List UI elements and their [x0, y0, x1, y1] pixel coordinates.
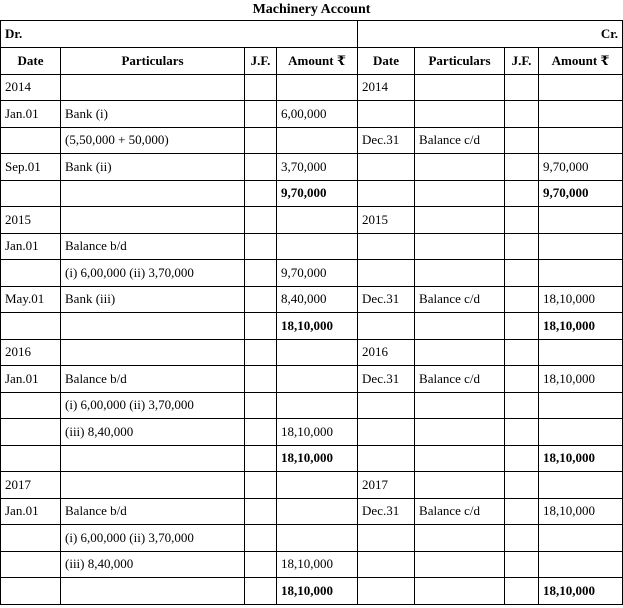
cell-jf-cr — [505, 286, 539, 313]
cell-particulars-cr — [415, 525, 505, 552]
cell-date-dr — [1, 392, 61, 419]
cell-jf-cr — [505, 101, 539, 128]
cell-particulars-dr — [61, 339, 245, 366]
credit-side-label: Cr. — [358, 21, 623, 48]
cell-amount-dr: 3,70,000 — [277, 154, 358, 181]
cell-jf-cr — [505, 233, 539, 260]
cell-date-cr — [358, 392, 415, 419]
cell-date-dr — [1, 551, 61, 578]
cell-jf-dr — [245, 101, 277, 128]
dr-cr-row — [1, 21, 623, 48]
table-row — [1, 207, 623, 234]
cell-date-dr — [1, 445, 61, 472]
cell-jf-dr — [245, 207, 277, 234]
cell-date-cr: 2017 — [358, 472, 415, 499]
header-particulars-dr: Particulars — [61, 48, 245, 75]
cell-particulars-cr — [415, 419, 505, 446]
header-jf-cr: J.F. — [505, 48, 539, 75]
cell-amount-cr: 9,70,000 — [539, 180, 623, 207]
table-row — [1, 233, 623, 260]
cell-date-cr: Dec.31 — [358, 498, 415, 525]
header-amount-dr: Amount ₹ — [277, 48, 358, 75]
cell-jf-cr — [505, 127, 539, 154]
cell-particulars-dr — [61, 180, 245, 207]
table-row — [1, 286, 623, 313]
cell-particulars-cr — [415, 74, 505, 101]
cell-date-dr: 2016 — [1, 339, 61, 366]
cell-particulars-dr: (iii) 8,40,000 — [61, 551, 245, 578]
cell-date-dr — [1, 578, 61, 605]
cell-jf-cr — [505, 74, 539, 101]
cell-amount-dr: 8,40,000 — [277, 286, 358, 313]
cell-date-cr — [358, 101, 415, 128]
cell-date-dr: Jan.01 — [1, 366, 61, 393]
total-row — [1, 313, 623, 340]
cell-date-cr — [358, 260, 415, 287]
table-row — [1, 551, 623, 578]
total-row — [1, 180, 623, 207]
table-row — [1, 366, 623, 393]
cell-jf-cr — [505, 498, 539, 525]
cell-jf-cr — [505, 180, 539, 207]
cell-amount-dr — [277, 472, 358, 499]
cell-jf-dr — [245, 472, 277, 499]
cell-date-dr: Jan.01 — [1, 498, 61, 525]
cell-jf-dr — [245, 551, 277, 578]
cell-date-cr — [358, 445, 415, 472]
total-row — [1, 445, 623, 472]
table-row — [1, 525, 623, 552]
cell-jf-dr — [245, 154, 277, 181]
cell-date-cr: Dec.31 — [358, 286, 415, 313]
cell-jf-dr — [245, 366, 277, 393]
cell-particulars-dr: (5,50,000 + 50,000) — [61, 127, 245, 154]
cell-particulars-cr — [415, 154, 505, 181]
cell-jf-cr — [505, 445, 539, 472]
cell-jf-dr — [245, 260, 277, 287]
cell-jf-cr — [505, 313, 539, 340]
cell-amount-cr: 9,70,000 — [539, 154, 623, 181]
cell-jf-dr — [245, 286, 277, 313]
cell-date-dr — [1, 313, 61, 340]
cell-particulars-dr: Bank (i) — [61, 101, 245, 128]
cell-particulars-cr — [415, 313, 505, 340]
cell-date-cr — [358, 578, 415, 605]
cell-amount-cr — [539, 339, 623, 366]
cell-amount-dr — [277, 525, 358, 552]
cell-jf-dr — [245, 498, 277, 525]
cell-amount-dr: 18,10,000 — [277, 445, 358, 472]
cell-particulars-cr — [415, 101, 505, 128]
cell-date-cr: Dec.31 — [358, 127, 415, 154]
cell-amount-dr — [277, 233, 358, 260]
cell-particulars-cr — [415, 445, 505, 472]
table-row — [1, 392, 623, 419]
table-row — [1, 154, 623, 181]
cell-particulars-cr — [415, 551, 505, 578]
cell-amount-dr: 9,70,000 — [277, 180, 358, 207]
cell-amount-dr: 18,10,000 — [277, 419, 358, 446]
table-row — [1, 419, 623, 446]
cell-particulars-cr: Balance c/d — [415, 127, 505, 154]
cell-date-cr — [358, 551, 415, 578]
cell-date-cr: 2015 — [358, 207, 415, 234]
cell-jf-cr — [505, 260, 539, 287]
cell-jf-cr — [505, 366, 539, 393]
cell-amount-dr — [277, 127, 358, 154]
cell-date-dr: Jan.01 — [1, 101, 61, 128]
cell-amount-dr: 9,70,000 — [277, 260, 358, 287]
header-particulars-cr: Particulars — [415, 48, 505, 75]
table-row — [1, 498, 623, 525]
cell-amount-cr — [539, 101, 623, 128]
cell-amount-dr — [277, 339, 358, 366]
cell-amount-dr: 18,10,000 — [277, 551, 358, 578]
cell-particulars-dr: Balance b/d — [61, 366, 245, 393]
cell-jf-dr — [245, 127, 277, 154]
table-row — [1, 74, 623, 101]
cell-amount-dr — [277, 207, 358, 234]
cell-particulars-cr — [415, 578, 505, 605]
cell-amount-cr — [539, 233, 623, 260]
cell-particulars-dr: (i) 6,00,000 (ii) 3,70,000 — [61, 260, 245, 287]
cell-amount-cr: 18,10,000 — [539, 366, 623, 393]
header-jf-dr: J.F. — [245, 48, 277, 75]
cell-particulars-dr: Balance b/d — [61, 498, 245, 525]
cell-jf-dr — [245, 74, 277, 101]
header-amount-cr: Amount ₹ — [539, 48, 623, 75]
cell-date-cr — [358, 419, 415, 446]
cell-date-cr — [358, 233, 415, 260]
cell-particulars-dr: (i) 6,00,000 (ii) 3,70,000 — [61, 392, 245, 419]
cell-amount-cr: 18,10,000 — [539, 498, 623, 525]
cell-jf-dr — [245, 313, 277, 340]
cell-particulars-cr — [415, 180, 505, 207]
cell-amount-dr: 18,10,000 — [277, 313, 358, 340]
cell-jf-dr — [245, 578, 277, 605]
cell-amount-cr — [539, 472, 623, 499]
cell-jf-cr — [505, 154, 539, 181]
cell-particulars-cr: Balance c/d — [415, 366, 505, 393]
cell-amount-cr — [539, 525, 623, 552]
cell-particulars-dr — [61, 313, 245, 340]
cell-date-dr: Sep.01 — [1, 154, 61, 181]
cell-particulars-dr — [61, 207, 245, 234]
cell-date-dr: May.01 — [1, 286, 61, 313]
cell-date-dr — [1, 419, 61, 446]
cell-particulars-dr — [61, 74, 245, 101]
cell-amount-cr — [539, 551, 623, 578]
cell-particulars-dr — [61, 445, 245, 472]
cell-amount-dr — [277, 498, 358, 525]
cell-jf-cr — [505, 578, 539, 605]
cell-particulars-dr — [61, 578, 245, 605]
cell-amount-cr — [539, 127, 623, 154]
table-row — [1, 101, 623, 128]
cell-date-dr — [1, 180, 61, 207]
cell-particulars-cr — [415, 233, 505, 260]
cell-particulars-cr — [415, 472, 505, 499]
cell-jf-cr — [505, 207, 539, 234]
table-row — [1, 339, 623, 366]
cell-particulars-dr — [61, 472, 245, 499]
cell-date-cr: Dec.31 — [358, 366, 415, 393]
cell-amount-dr — [277, 392, 358, 419]
cell-amount-dr — [277, 74, 358, 101]
cell-date-cr — [358, 313, 415, 340]
cell-amount-cr — [539, 207, 623, 234]
cell-date-cr — [358, 525, 415, 552]
table-row — [1, 472, 623, 499]
cell-jf-dr — [245, 180, 277, 207]
cell-amount-dr: 18,10,000 — [277, 578, 358, 605]
cell-amount-cr: 18,10,000 — [539, 578, 623, 605]
cell-amount-cr: 18,10,000 — [539, 313, 623, 340]
cell-jf-cr — [505, 472, 539, 499]
cell-jf-dr — [245, 339, 277, 366]
cell-particulars-dr: Bank (ii) — [61, 154, 245, 181]
table-row — [1, 260, 623, 287]
cell-date-cr — [358, 154, 415, 181]
cell-date-cr: 2016 — [358, 339, 415, 366]
cell-jf-cr — [505, 525, 539, 552]
cell-amount-cr — [539, 260, 623, 287]
cell-particulars-cr: Balance c/d — [415, 498, 505, 525]
header-date-cr: Date — [358, 48, 415, 75]
cell-jf-dr — [245, 419, 277, 446]
cell-date-dr — [1, 260, 61, 287]
cell-particulars-dr: (i) 6,00,000 (ii) 3,70,000 — [61, 525, 245, 552]
cell-amount-dr — [277, 366, 358, 393]
cell-particulars-cr — [415, 207, 505, 234]
cell-particulars-dr: Bank (iii) — [61, 286, 245, 313]
ledger-table — [0, 20, 623, 605]
cell-amount-cr — [539, 419, 623, 446]
cell-jf-cr — [505, 392, 539, 419]
cell-particulars-cr — [415, 260, 505, 287]
cell-date-cr — [358, 180, 415, 207]
cell-jf-dr — [245, 445, 277, 472]
cell-jf-dr — [245, 392, 277, 419]
cell-date-dr: 2015 — [1, 207, 61, 234]
cell-particulars-dr: Balance b/d — [61, 233, 245, 260]
cell-amount-dr: 6,00,000 — [277, 101, 358, 128]
cell-amount-cr — [539, 74, 623, 101]
header-date-dr: Date — [1, 48, 61, 75]
cell-amount-cr: 18,10,000 — [539, 445, 623, 472]
cell-date-dr — [1, 127, 61, 154]
cell-amount-cr: 18,10,000 — [539, 286, 623, 313]
cell-particulars-cr: Balance c/d — [415, 286, 505, 313]
account-title: Machinery Account — [252, 2, 371, 17]
cell-jf-dr — [245, 233, 277, 260]
cell-jf-dr — [245, 525, 277, 552]
cell-jf-cr — [505, 419, 539, 446]
header-row — [1, 48, 623, 75]
debit-side-label: Dr. — [1, 21, 358, 48]
cell-date-dr — [1, 525, 61, 552]
cell-amount-cr — [539, 392, 623, 419]
cell-date-dr: Jan.01 — [1, 233, 61, 260]
cell-jf-cr — [505, 551, 539, 578]
total-row — [1, 578, 623, 605]
cell-date-dr: 2017 — [1, 472, 61, 499]
cell-particulars-dr: (iii) 8,40,000 — [61, 419, 245, 446]
table-row — [1, 127, 623, 154]
cell-jf-cr — [505, 339, 539, 366]
cell-date-cr: 2014 — [358, 74, 415, 101]
cell-particulars-cr — [415, 339, 505, 366]
cell-date-dr: 2014 — [1, 74, 61, 101]
ledger-body — [1, 21, 623, 605]
cell-particulars-cr — [415, 392, 505, 419]
